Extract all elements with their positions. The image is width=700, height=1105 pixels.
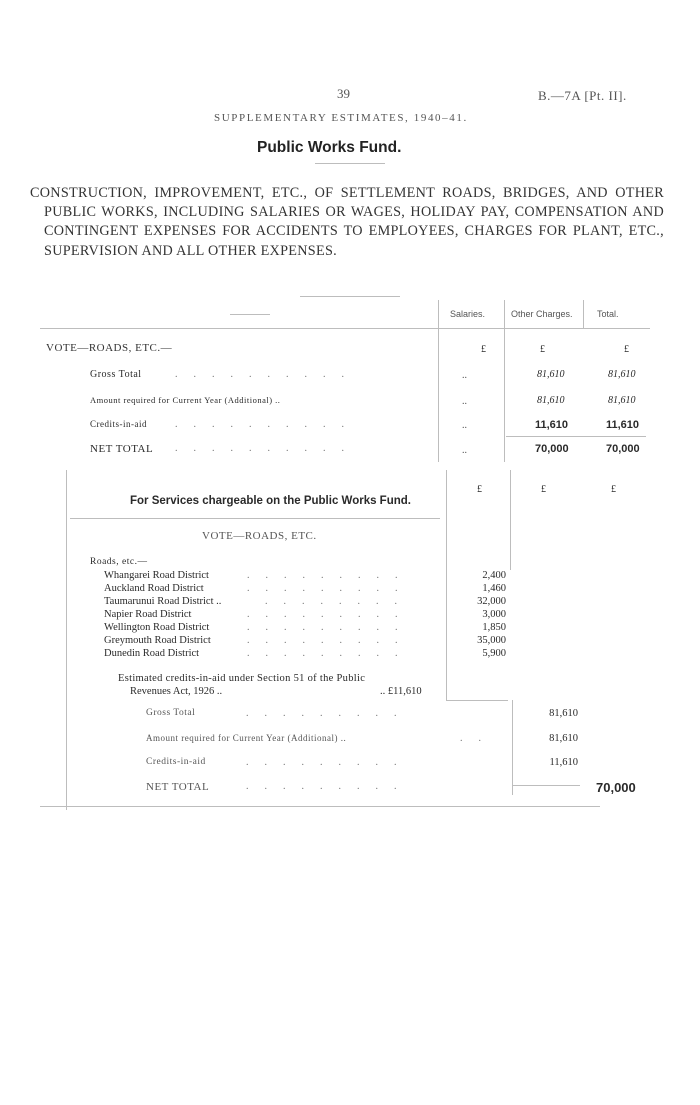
services-col-divider-1: [446, 470, 447, 700]
district-amount: 35,000: [477, 635, 506, 646]
header-dash: [230, 314, 270, 315]
services-heading: For Services chargeable on the Public Works Fund.: [130, 495, 411, 507]
row-salaries: ..: [462, 445, 467, 456]
row-label: Amount required for Current Year (Additional) ..: [90, 395, 281, 405]
services-left-rule: [66, 470, 67, 810]
district-name: Greymouth Road District: [104, 635, 211, 646]
services-currency-salaries: £: [477, 484, 482, 495]
page-bottom-rule: [40, 806, 600, 807]
net-total-value: 70,000: [596, 780, 636, 795]
estimate-note-line2: Revenues Act, 1926 ..: [130, 686, 223, 697]
summary-col-divider-2: [504, 300, 505, 462]
row-other-charges: 11,610: [535, 419, 569, 431]
summary-vote-label: VOTE—ROADS, ETC.—: [46, 342, 173, 354]
services-net-rule: [512, 785, 580, 786]
leader-dots: ..: [460, 733, 497, 744]
row-total: 81,610: [608, 369, 636, 380]
district-name: Napier Road District: [104, 609, 192, 620]
services-col-divider-2: [510, 470, 511, 570]
roads-label: Roads, etc.—: [90, 557, 148, 567]
row-other-charges: 70,000: [535, 443, 569, 455]
services-vote-label: VOTE—ROADS, ETC.: [202, 530, 317, 542]
running-title: SUPPLEMENTARY ESTIMATES, 1940–41.: [214, 112, 468, 124]
vote-description: CONSTRUCTION, IMPROVEMENT, ETC., OF SETTLEMENT ROADS, BRIDGES, AND OTHER PUBLIC WORKS, INCLUDING SALARIES OR WAGES, HOLIDAY PAY, COMPENSATION AND CONTINGENT EXPENSES FOR ACCIDENTS TO EMPLOYEES, CHARGES FOR PLANT, ETC., SUPERVISION AND ALL OTHER EXPENSES.: [30, 185, 664, 259]
leader-dots: .........: [247, 609, 414, 620]
row-other-charges: 81,610: [537, 369, 565, 380]
row-label: NET TOTAL: [90, 443, 154, 455]
leader-dots: .........: [246, 708, 413, 719]
district-name: Taumarunui Road District ..: [104, 596, 222, 607]
district-amount: 3,000: [482, 609, 506, 620]
currency-other: £: [540, 344, 545, 355]
summary-col-divider-3: [583, 300, 584, 328]
leader-dots: .........: [247, 648, 414, 659]
total-label: Gross Total: [146, 708, 196, 718]
total-value: 81,610: [549, 708, 578, 719]
leader-dots: .........: [246, 757, 413, 768]
leader-dots: .........: [247, 583, 414, 594]
leader-dots: .........: [247, 622, 414, 633]
total-value: 81,610: [549, 733, 578, 744]
page-number: 39: [337, 86, 350, 101]
row-other-charges: 81,610: [537, 395, 565, 406]
leader-dots: ..........: [175, 443, 360, 454]
title-rule: [315, 163, 385, 164]
total-label: Amount required for Current Year (Additional) ..: [146, 733, 347, 743]
district-amount: 32,000: [477, 596, 506, 607]
leader-dots: .........: [247, 635, 414, 646]
net-total-rule: [506, 436, 646, 437]
col-header-salaries: Salaries.: [450, 309, 486, 319]
leader-dots: .........: [246, 781, 413, 792]
services-totals-rule: [446, 700, 508, 701]
col-header-total: Total.: [597, 309, 619, 319]
fund-title: Public Works Fund.: [257, 139, 402, 156]
district-amount: 1,850: [482, 622, 506, 633]
district-name: Auckland Road District: [104, 583, 204, 594]
description-rule: [300, 296, 400, 297]
services-heading-rule: [70, 518, 440, 519]
district-amount: 2,400: [482, 570, 506, 581]
row-salaries: ..: [462, 420, 467, 431]
leader-dots: .........: [247, 570, 414, 581]
summary-col-divider-1: [438, 300, 439, 462]
leader-dots: ..........: [175, 419, 360, 430]
district-name: Whangarei Road District: [104, 570, 209, 581]
document-reference: B.—7A [Pt. II].: [538, 88, 627, 103]
estimate-note-line1: Estimated credits-in-aid under Section 51 of the Public: [118, 673, 366, 684]
summary-top-rule: [40, 328, 650, 329]
district-name: Wellington Road District: [104, 622, 210, 633]
row-total: 11,610: [606, 419, 640, 431]
col-header-other-charges: Other Charges.: [511, 309, 573, 319]
row-total: 81,610: [608, 395, 636, 406]
row-label: Gross Total: [90, 369, 142, 380]
net-total-label: NET TOTAL: [146, 781, 210, 793]
row-label: Credits-in-aid: [90, 419, 147, 429]
services-currency-total: £: [611, 484, 616, 495]
row-salaries: ..: [462, 370, 467, 381]
total-value: 11,610: [549, 757, 578, 768]
leader-dots: ........: [265, 596, 413, 607]
services-currency-other: £: [541, 484, 546, 495]
district-amount: 5,900: [482, 648, 506, 659]
row-total: 70,000: [606, 443, 640, 455]
currency-total: £: [624, 344, 629, 355]
currency-salaries: £: [481, 344, 486, 355]
services-totals-divider: [512, 700, 513, 795]
leader-dots: ..........: [175, 369, 360, 380]
total-label: Credits-in-aid: [146, 757, 206, 767]
district-amount: 1,460: [482, 583, 506, 594]
estimate-credits-amount: .. £11,610: [380, 686, 422, 697]
row-salaries: ..: [462, 396, 467, 407]
district-name: Dunedin Road District: [104, 648, 200, 659]
